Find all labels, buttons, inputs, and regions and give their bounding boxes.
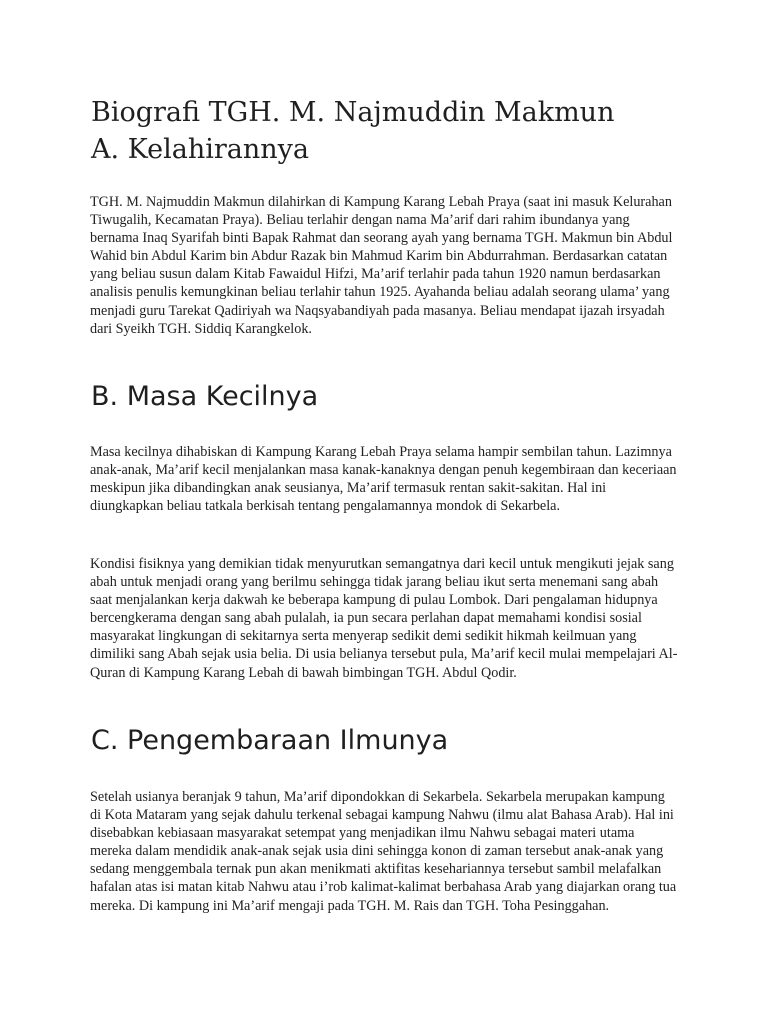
paragraph-pengembaraan-ilmunya: Setelah usianya beranjak 9 tahun, Ma’arif dipondokkan di Sekarbela. Sekarbela merupakan kampung di Kota Mataram yang sejak dahulu terkenal sebagai kampung Nahwu (ilmu alat Bahasa Arab). Hal ini disebabkan kebiasaan masyarakat setempat yang menjadikan ilmu Nahwu sebagai materi utama mereka dalam mendidik anak-anak sejak usia dini sehingga konon di zaman tersebut anak-anak yang sedang menggembala ternak pun akan menikmati aktifitas kesehariannya tersebut sambil melafalkan hafalan atas isi matan kitab Nahwu atau i’rob kalimat-kalimat berbahasa Arab yang diajarkan orang tua mereka. Di kampung ini Ma’arif mengaji pada TGH. M. Rais dan TGH. Toha Pesinggahan. [90, 789, 677, 914]
document-title [91, 94, 711, 168]
section-heading-kelahirannya: A. Kelahirannya [91, 134, 309, 165]
paragraph-masa-kecilnya-1: Masa kecilnya dihabiskan di Kampung Karang Lebah Praya selama hampir sembilan tahun. Lazimnya anak-anak, Ma’arif kecil menjalankan masa kanak-kanaknya dengan penuh kegembiraan dan keceriaan meskipun jika dibandingkan anak seusianya, Ma’arif termasuk rentan sakit-sakitan. Hal ini diungkapkan beliau tatkala berkisah tentang pengalamannya mondok di Sekarbela. [90, 444, 677, 515]
section-heading-masa-kecilnya: B. Masa Kecilnya [91, 381, 319, 412]
section-heading-pengembaraan-ilmunya: C. Pengembaraan Ilmunya [91, 725, 449, 756]
paragraph-masa-kecilnya-2: Kondisi fisiknya yang demikian tidak menyurutkan semangatnya dari kecil untuk mengikuti jejak sang abah untuk menjadi orang yang berilmu sehingga tidak jarang beliau ikut serta menemani sang abah saat menjalankan kerja dakwah ke beberapa kampung di pulau Lombok. Dari pengalaman hidupnya bercengkerama dengan sang abah pulalah, ia pun secara perlahan dapat memahami kondisi sosial masyarakat lingkungan di sekitarnya serta menyerap sedikit demi sedikit hikmah keilmuan yang dimiliki sang Abah sejak usia belia. Di usia belianya tersebut pula, Ma’arif kecil mulai mempelajari Al-Quran di Kampung Karang Lebah di bawah bimbingan TGH. Abdul Qodir. [90, 556, 678, 681]
paragraph-kelahirannya: TGH. M. Najmuddin Makmun dilahirkan di Kampung Karang Lebah Praya (saat ini masuk Kelurahan Tiwugalih, Kecamatan Praya). Beliau terlahir dengan nama Ma’arif dari rahim ibundanya yang bernama Inaq Syarifah binti Bapak Rahmat dan seorang ayah yang bernama TGH. Makmun bin Abdul Wahid bin Abdul Karim bin Abdur Razak bin Mahmud Karim bin Abdurrahman. Berdasarkan catatan yang beliau susun dalam Kitab Fawaidul Hifzi, Ma’arif terlahir pada tahun 1920 namun berdasarkan analisis penulis kemungkinan beliau terlahir tahun 1925. Ayahanda beliau adalah seorang ulama’ yang menjadi guru Tarekat Qadiriyah wa Naqsyabandiyah pada masanya. Beliau mendapat ijazah irsyadah dari Syeikh TGH. Siddiq Karangkelok. [90, 194, 673, 337]
page-title: Biografi TGH. M. Najmuddin Makmun [91, 97, 615, 128]
